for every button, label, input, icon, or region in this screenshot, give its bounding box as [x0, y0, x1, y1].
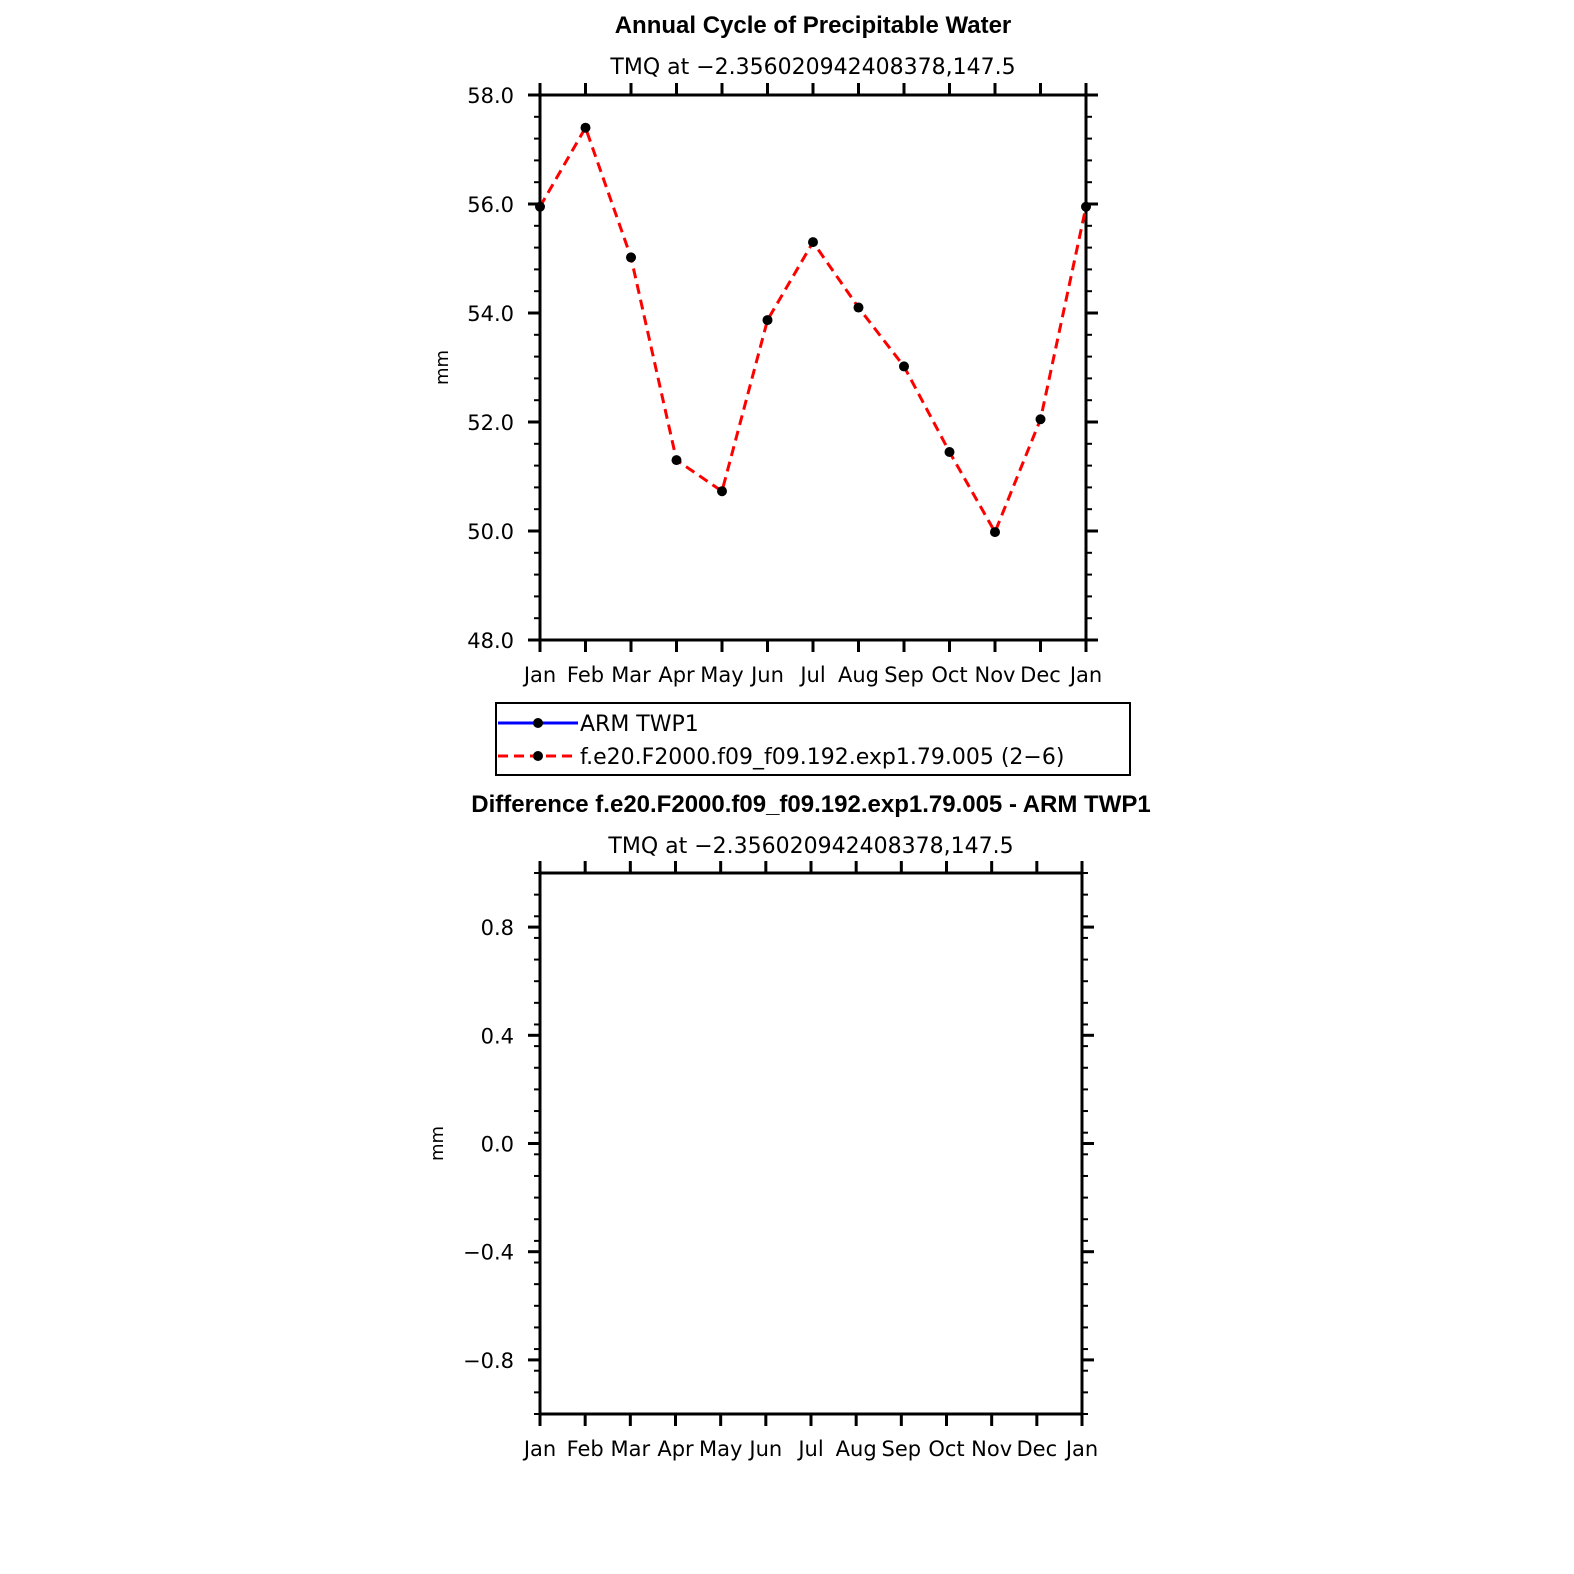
data-point [717, 486, 727, 496]
x-tick-label: Jul [798, 1437, 824, 1461]
x-tick-label: Oct [931, 663, 968, 687]
data-point [990, 527, 1000, 537]
legend-marker [533, 751, 543, 761]
x-tick-label: Nov [974, 663, 1016, 687]
y-tick-label: −0.4 [463, 1240, 514, 1265]
x-tick-label: Sep [884, 663, 924, 687]
series-line-2 [540, 128, 1086, 532]
x-tick-label: Feb [566, 663, 605, 687]
x-tick-label: Aug [837, 663, 880, 687]
data-point [1036, 414, 1046, 424]
chart-panel-2 [427, 791, 1151, 1461]
y-tick-label: 54.0 [467, 302, 514, 326]
x-tick-label: Mar [610, 1437, 651, 1461]
y-tick-label: 56.0 [467, 193, 514, 217]
x-tick-label: Apr [657, 1437, 694, 1461]
y-axis-label: mm [432, 349, 453, 386]
data-point [535, 202, 545, 212]
y-tick-label: 48.0 [467, 629, 514, 653]
chart-title: Annual Cycle of Precipitable Water [614, 12, 1012, 39]
x-tick-label: Jun [749, 1437, 783, 1461]
y-axis-label: mm [427, 1125, 448, 1162]
x-tick-label: Feb [566, 1437, 604, 1461]
x-tick-label: May [700, 663, 744, 687]
x-tick-label: Sep [881, 1437, 922, 1461]
y-tick-label: 0.8 [480, 916, 514, 941]
y-tick-label: 0.0 [480, 1132, 514, 1157]
x-tick-label: Dec [1016, 1437, 1058, 1461]
legend-marker [533, 718, 543, 728]
y-tick-label: −0.8 [463, 1348, 514, 1373]
data-point [854, 303, 864, 313]
data-point [672, 455, 682, 465]
x-tick-label: May [698, 1437, 743, 1461]
chart-subtitle: TMQ at −2.356020942408378,147.5 [608, 834, 1014, 859]
x-tick-label: Jun [751, 663, 784, 687]
plot-frame [540, 95, 1086, 640]
x-tick-label: Dec [1020, 663, 1061, 687]
y-tick-label: 50.0 [467, 520, 514, 544]
data-point [626, 252, 636, 262]
y-tick-label: 58.0 [467, 84, 514, 108]
data-point [899, 361, 909, 371]
legend-label: f.e20.F2000.f09_f09.192.exp1.79.005 (2−6) [580, 745, 1065, 770]
x-tick-label: Jan [523, 1437, 557, 1461]
data-point [945, 447, 955, 457]
y-tick-label: 0.4 [480, 1024, 514, 1049]
legend-label: ARM TWP1 [580, 712, 699, 737]
x-tick-label: Jan [1069, 663, 1103, 687]
x-tick-label: Jan [1065, 1437, 1099, 1461]
y-tick-label: 52.0 [467, 411, 514, 435]
x-tick-label: Jan [523, 663, 557, 687]
x-tick-label: Oct [928, 1437, 965, 1461]
legend [496, 703, 1130, 775]
x-tick-label: Nov [971, 1437, 1013, 1461]
x-tick-label: Apr [658, 663, 695, 687]
data-point [581, 123, 591, 133]
data-point [1081, 202, 1091, 212]
chart-panel-1 [432, 12, 1130, 775]
chart-title: Difference f.e20.F2000.f09_f09.192.exp1.79.005 - ARM TWP1 [471, 791, 1151, 818]
x-tick-label: Jul [800, 663, 826, 687]
data-point [808, 237, 818, 247]
x-tick-label: Aug [835, 1437, 877, 1461]
data-point [763, 315, 773, 325]
chart-subtitle: TMQ at −2.356020942408378,147.5 [610, 55, 1016, 80]
x-tick-label: Mar [611, 663, 651, 687]
plot-frame [540, 873, 1082, 1414]
